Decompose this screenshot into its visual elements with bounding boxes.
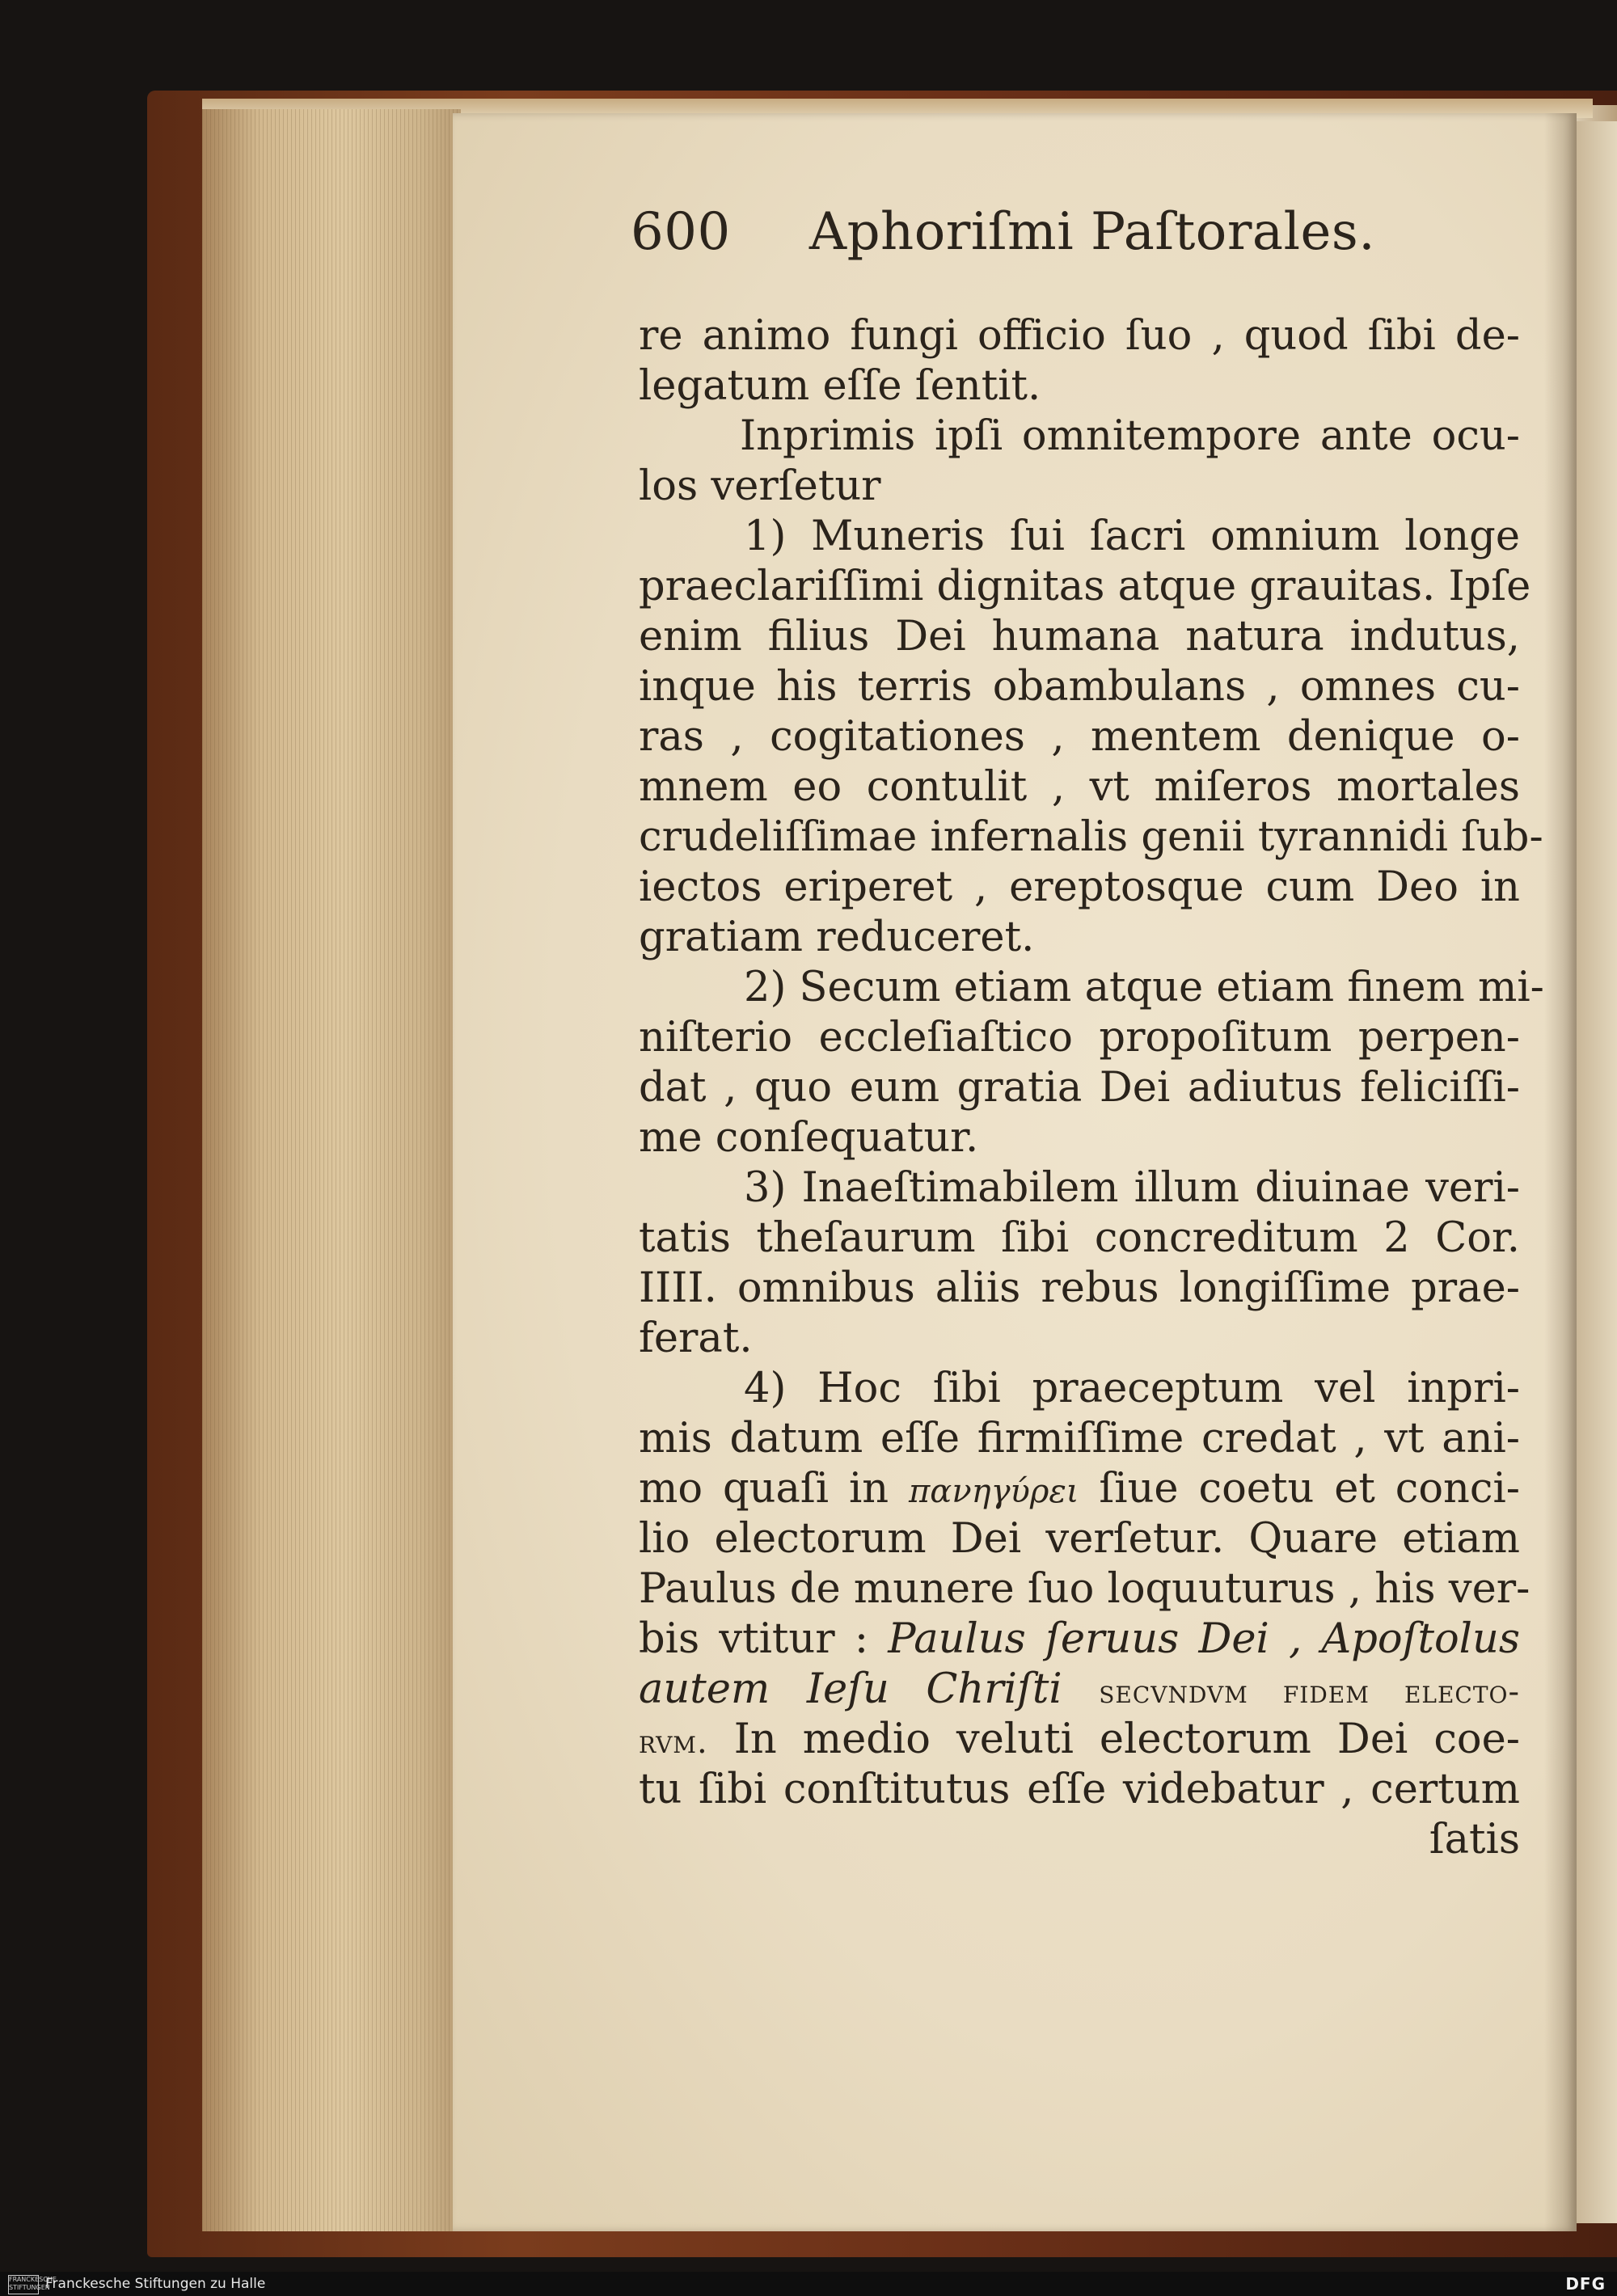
- text-segment: In medio veluti electorum Dei coe-: [733, 1716, 1520, 1763]
- text-line: [639, 1464, 1520, 1514]
- text-line: 3) Inaeſtimabilem illum diuinae veri-: [744, 1164, 1520, 1212]
- smallcaps-segment: secvndvm fidem electo-: [1099, 1673, 1520, 1711]
- text-line: 2) Secum etiam atque etiam finem mi-: [744, 964, 1544, 1011]
- text-line: [639, 1715, 1520, 1765]
- text-line: me conſequatur.: [639, 1114, 979, 1162]
- institution-logo: FRANCKESCHE STIFTUNGEN: [8, 2275, 39, 2294]
- text-line: iectos eriperet , ereptosque cum Deo in: [639, 863, 1520, 911]
- text-line: niſterio eccleſiaſtico propoſitum perpen-: [639, 1014, 1520, 1061]
- text-line: ras , cogitationes , mentem denique o-: [639, 713, 1520, 761]
- institution-name: Franckesche Stiftungen zu Halle: [45, 2276, 266, 2292]
- italic-segment: Paulus ſeruus Dei , Apoſtolus: [888, 1615, 1521, 1663]
- dfg-logo: DFG: [1565, 2274, 1606, 2294]
- text-line: Paulus de munere ſuo loquuturus , his ver-: [639, 1565, 1530, 1613]
- running-head-title: Aphoriſmi Paſtorales.: [808, 202, 1376, 262]
- catchword: ſatis: [1429, 1816, 1520, 1863]
- viewer-footer: [0, 2272, 1617, 2296]
- body-text: [639, 311, 1544, 1865]
- text-line: enim filius Dei humana natura indutus,: [639, 613, 1520, 661]
- text-line: praeclariſſimi dignitas atque grauitas. Ipſe: [639, 563, 1531, 610]
- smallcaps-segment: rvm.: [639, 1724, 708, 1761]
- page-number: 600: [631, 202, 731, 262]
- text-line: dat , quo eum gratia Dei adiutus feliciſſi-: [639, 1064, 1520, 1112]
- text-line: inque his terris obambulans , omnes cu-: [639, 663, 1520, 711]
- text-segment: Quare etiam: [1248, 1515, 1521, 1563]
- text-line: tu ſibi conſtitutus eſſe videbatur , certum: [639, 1766, 1520, 1813]
- text-segment: mo quaſi in: [639, 1465, 889, 1513]
- text-line: tatis theſaurum ſibi concreditum 2 Cor.: [639, 1214, 1520, 1262]
- gutter-shadow: [1544, 113, 1577, 2231]
- facing-leaf: [1575, 121, 1617, 2223]
- text-line: Inprimis ipſi omnitempore ante ocu-: [740, 412, 1520, 460]
- text-line: [639, 1514, 1520, 1564]
- text-line: [639, 1614, 1520, 1665]
- text-line: 1) Muneris ſui ſacri omnium longe: [744, 513, 1520, 560]
- text-line: gratiam reduceret.: [639, 914, 1035, 961]
- text-line: ferat.: [639, 1315, 753, 1362]
- running-header: [631, 202, 1520, 262]
- text-line: [639, 1665, 1520, 1715]
- greek-word: πανηγύρει: [909, 1473, 1079, 1510]
- italic-segment: autem Ieſu Chriſti: [639, 1665, 1062, 1713]
- text-line: los verſetur: [639, 462, 881, 510]
- text-segment: bis vtitur :: [639, 1615, 869, 1663]
- text-line: mis datum eſſe firmiſſime credat , vt ani-: [639, 1415, 1520, 1462]
- text-line: mnem eo contulit , vt miſeros mortales: [639, 763, 1520, 811]
- text-line: crudeliſſimae infernalis genii tyrannidi ſub-: [639, 813, 1543, 861]
- text-line: IIII. omnibus aliis rebus longiſſime prae-: [639, 1264, 1520, 1312]
- page-block-edge: [202, 109, 461, 2231]
- text-segment: ſiue coetu et conci-: [1099, 1465, 1520, 1513]
- text-line: re animo fungi officio ſuo , quod ſibi de-: [639, 312, 1520, 360]
- text-line: 4) Hoc ſibi praeceptum vel inpri-: [744, 1365, 1520, 1412]
- text-line: legatum eſſe ſentit.: [639, 362, 1041, 410]
- text-segment: lio electorum Dei verſetur.: [639, 1515, 1225, 1563]
